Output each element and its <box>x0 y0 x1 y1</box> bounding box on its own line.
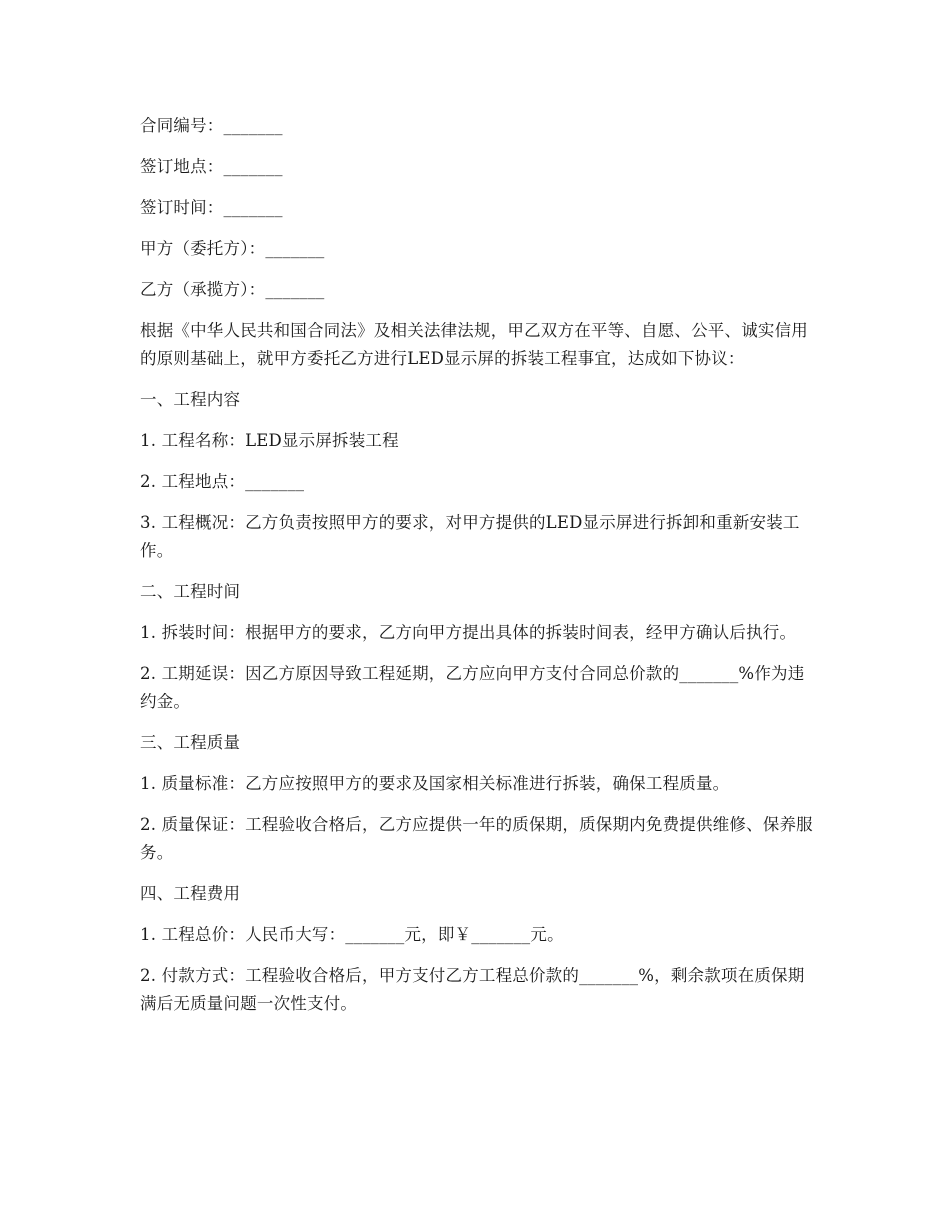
section-heading-1: 一、工程内容 <box>140 390 241 409</box>
preamble-paragraph: 根据《中华人民共和国合同法》及相关法律法规，甲乙双方在平等、自愿、公平、诚实信用的原则基础上，就甲方委托乙方进行LED显示屏的拆装工程事宜，达成如下协议： <box>140 321 808 368</box>
clause-1-2: 2. 工程地点：_______ <box>140 472 305 491</box>
contract-document <box>140 112 820 1031</box>
clause-4-2: 2. 付款方式：工程验收合格后，甲方支付乙方工程总价款的_______%，剩余款项在质保期满后无质量问题一次性支付。 <box>140 966 805 1013</box>
clause-2-2: 2. 工期延误：因乙方原因导致工程延期，乙方应向甲方支付合同总价款的_______%作为违约金。 <box>140 664 805 711</box>
clause-2-1: 1. 拆装时间：根据甲方的要求，乙方向甲方提出具体的拆装时间表，经甲方确认后执行。 <box>140 623 797 642</box>
clause-3-2: 2. 质量保证：工程验收合格后，乙方应提供一年的质保期，质保期内免费提供维修、保养服务。 <box>140 815 813 862</box>
clause-3-1: 1. 质量标准：乙方应按照甲方的要求及国家相关标准进行拆装，确保工程质量。 <box>140 774 730 793</box>
clause-4-1: 1. 工程总价：人民币大写：_______元，即￥_______元。 <box>140 925 564 944</box>
signing-place-line: 签订地点：_______ <box>140 157 283 176</box>
signing-time-line: 签订时间：_______ <box>140 198 283 217</box>
party-a-line: 甲方（委托方）：_______ <box>140 239 325 258</box>
section-heading-3: 三、工程质量 <box>140 733 241 752</box>
party-b-line: 乙方（承揽方）：_______ <box>140 280 325 299</box>
section-heading-2: 二、工程时间 <box>140 582 241 601</box>
section-heading-4: 四、工程费用 <box>140 884 241 903</box>
clause-1-3: 3. 工程概况：乙方负责按照甲方的要求，对甲方提供的LED显示屏进行拆卸和重新安装工作。 <box>140 513 800 560</box>
contract-number-line: 合同编号：_______ <box>140 116 283 135</box>
clause-1-1: 1. 工程名称：LED显示屏拆装工程 <box>140 431 399 450</box>
